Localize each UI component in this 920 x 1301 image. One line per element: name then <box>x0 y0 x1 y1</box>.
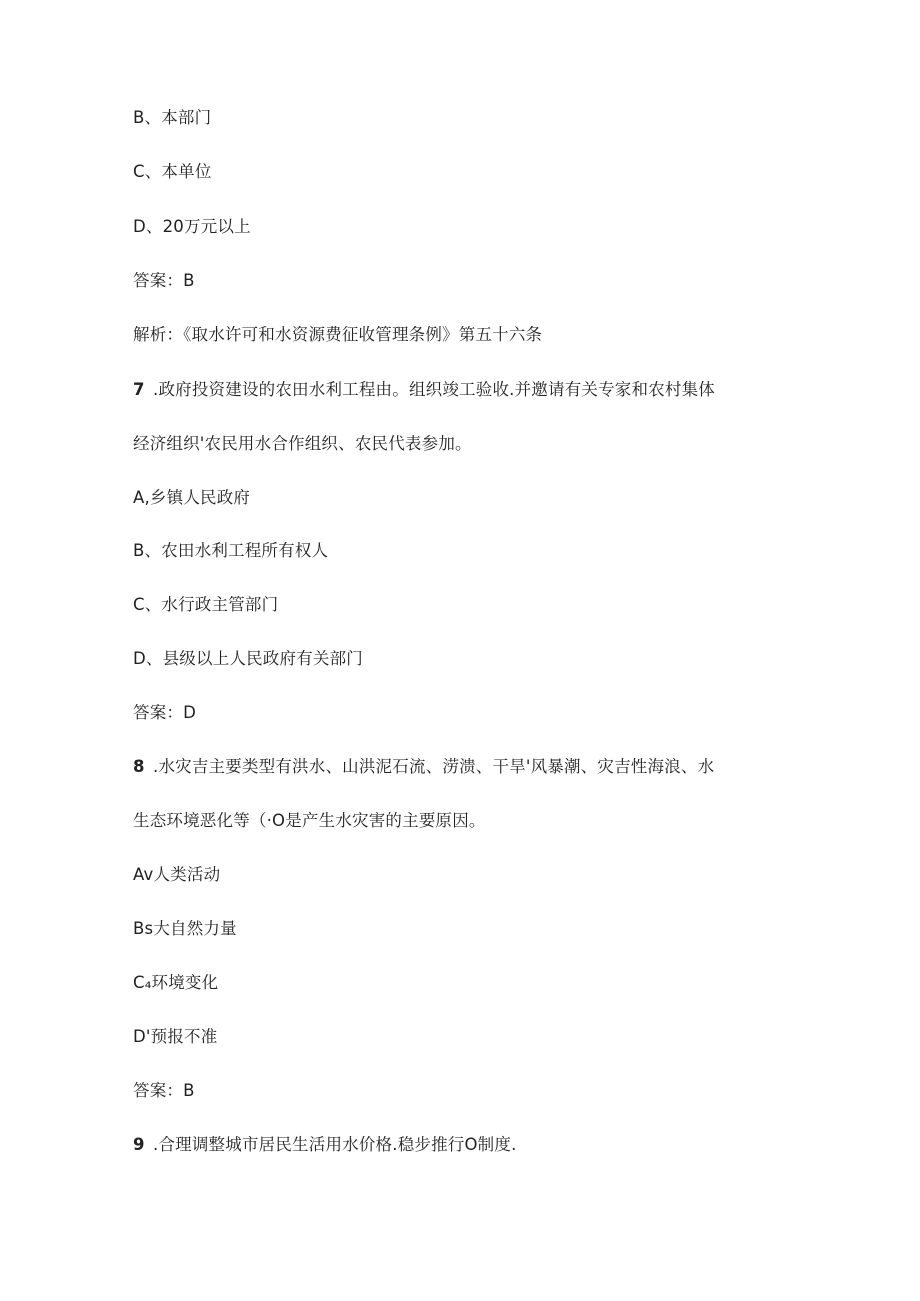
question-7-text-1: .政府投资建设的农田水利工程由。组织竣工验收.并邀请有关专家和农村集体 <box>153 380 715 399</box>
question-7-line-1 <box>133 379 715 401</box>
question-8-option-b: Bs大自然力量 <box>133 919 237 938</box>
question-9-text-1: .合理调整城市居民生活用水价格.稳步推行O制度. <box>153 1135 517 1154</box>
option-d-prev: D、20万元以上 <box>133 217 251 236</box>
question-7-number: 7 <box>133 380 145 399</box>
analysis-prev: 解析：《取水许可和水资源费征收管理条例》第五十六条 <box>133 325 543 344</box>
question-8-option-a: Av人类活动 <box>133 865 221 884</box>
question-7-line-2: 经济组织'农民用水合作组织、农民代表参加。 <box>133 434 472 453</box>
answer-prev: 答案：B <box>133 271 195 290</box>
question-8-number: 8 <box>133 757 145 776</box>
question-9-line-1 <box>133 1134 517 1156</box>
question-8-option-d: D'预报不准 <box>133 1027 218 1046</box>
question-8-option-c: C₄环境变化 <box>133 973 219 992</box>
option-c-prev: C、本单位 <box>133 162 212 181</box>
question-8-text-1: .水灾吉主要类型有洪水、山洪泥石流、涝溃、干旱'风暴潮、灾吉性海浪、水 <box>153 757 715 776</box>
question-7-option-a: A,乡镇人民政府 <box>133 488 251 507</box>
question-8-line-2: 生态环境恶化等（·O是产生水灾害的主要原因。 <box>133 811 486 830</box>
question-8-answer: 答案：B <box>133 1081 195 1100</box>
question-7-option-d: D、县级以上人民政府有关部门 <box>133 649 364 668</box>
question-7-option-b: B、农田水利工程所有权人 <box>133 541 329 560</box>
question-7-option-c: C、水行政主管部门 <box>133 595 279 614</box>
question-9-number: 9 <box>133 1135 145 1154</box>
question-7-answer: 答案：D <box>133 703 197 722</box>
option-b-prev: B、本部门 <box>133 108 212 127</box>
question-8-line-1 <box>133 756 714 778</box>
